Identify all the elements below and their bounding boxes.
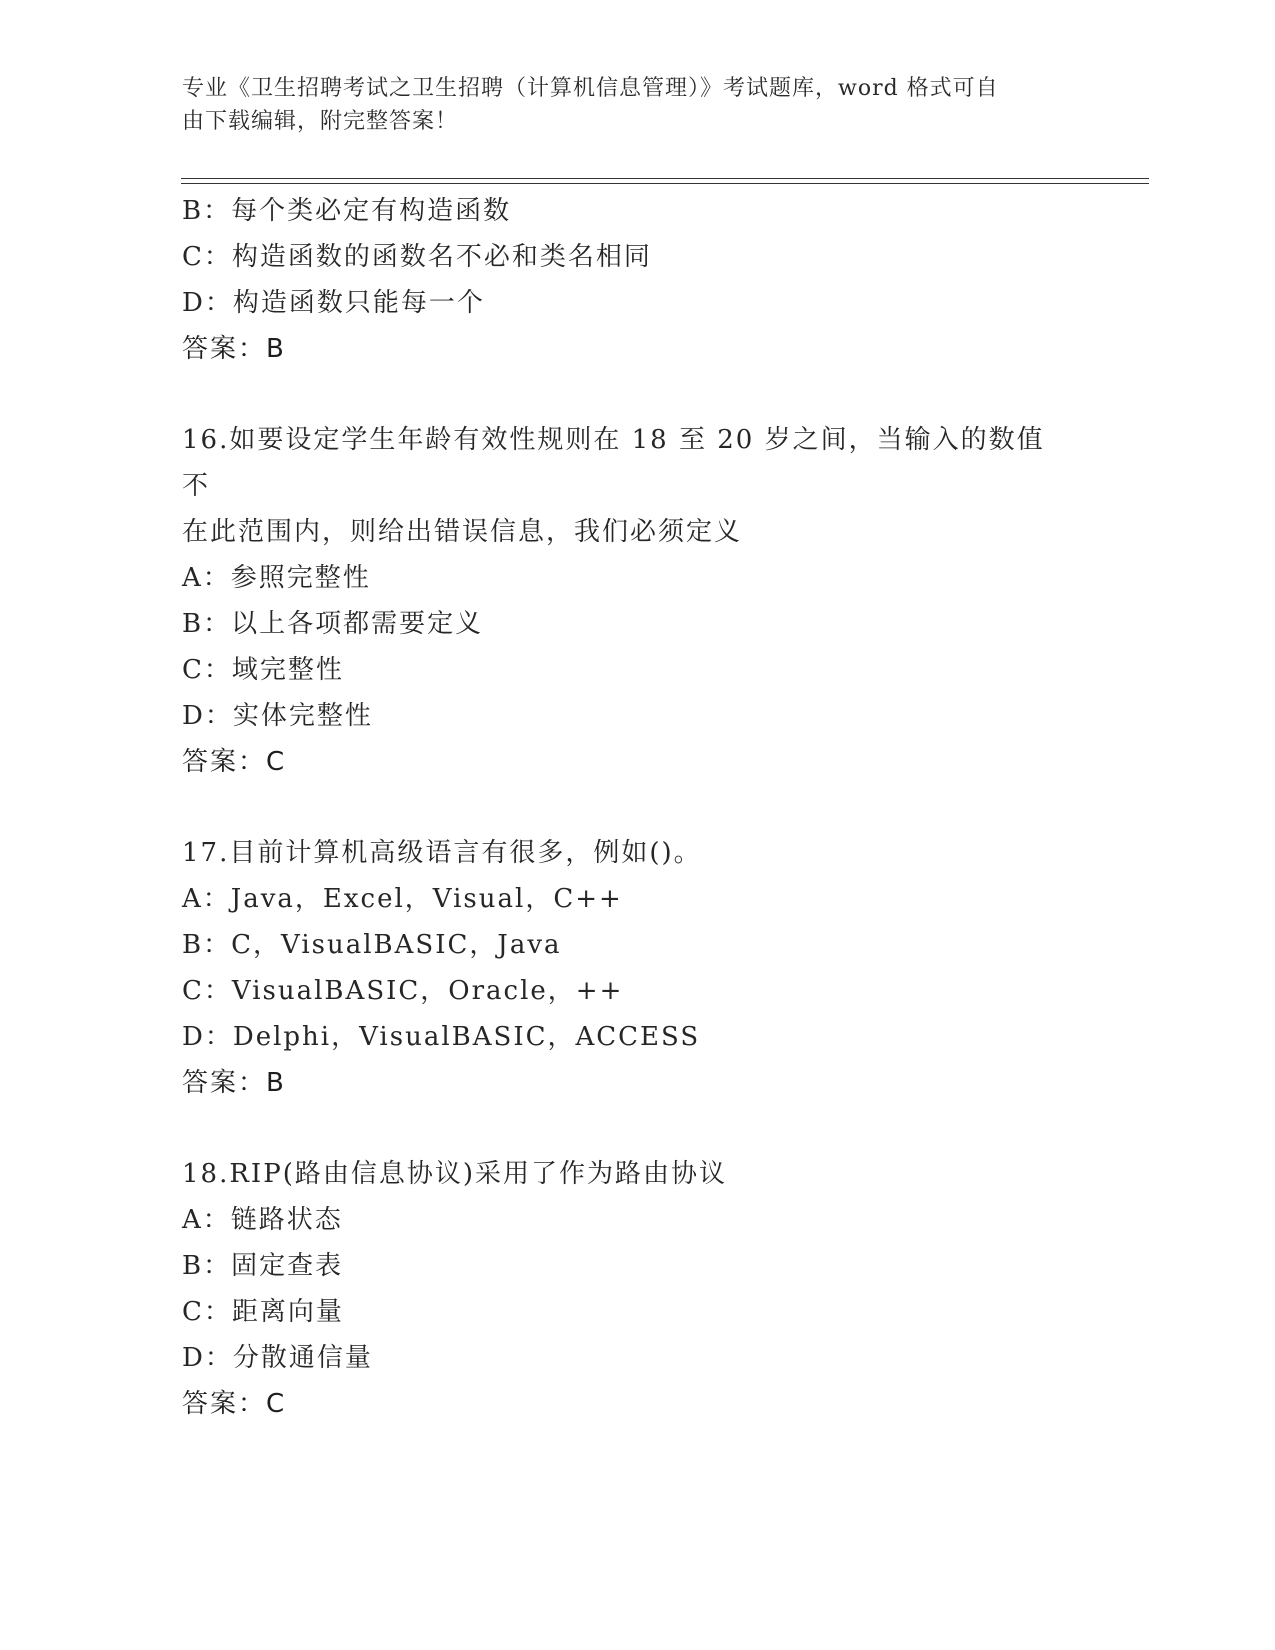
answer: 答案：B bbox=[182, 334, 286, 364]
option-b: B：固定查表 bbox=[182, 1251, 344, 1281]
option-d: D：分散通信量 bbox=[182, 1343, 373, 1373]
option-a: A：参照完整性 bbox=[182, 563, 371, 593]
answer: 答案：B bbox=[182, 1068, 286, 1098]
answer: 答案：C bbox=[182, 1389, 287, 1419]
question-text bbox=[182, 417, 1062, 555]
question-text-line-2: 在此范围内，则给出错误信息，我们必须定义 bbox=[182, 517, 743, 547]
option-b: B：每个类必定有构造函数 bbox=[182, 196, 512, 226]
option-d: D：实体完整性 bbox=[182, 701, 373, 731]
header-divider-top bbox=[181, 178, 1149, 179]
option-c: C：域完整性 bbox=[182, 655, 344, 685]
option-a: A：Java，Excel，Visual，C++ bbox=[182, 884, 623, 914]
document-header bbox=[182, 72, 1062, 138]
option-d: D：Delphi，VisualBASIC，ACCESS bbox=[182, 1022, 701, 1052]
question-content bbox=[182, 188, 1082, 1427]
question-text: 17.目前计算机高级语言有很多，例如()。 bbox=[182, 838, 702, 868]
option-a: A：链路状态 bbox=[182, 1205, 343, 1235]
question-text-line-1: 16.如要设定学生年龄有效性规则在 18 至 20 岁之间，当输入的数值不 bbox=[182, 425, 1045, 501]
option-b: B：以上各项都需要定义 bbox=[182, 609, 484, 639]
option-d: D：构造函数只能每一个 bbox=[182, 288, 485, 318]
option-c: C：VisualBASIC，Oracle，++ bbox=[182, 976, 624, 1006]
question-text: 18.RIP(路由信息协议)采用了作为路由协议 bbox=[182, 1159, 727, 1189]
option-b: B：C，VisualBASIC，Java bbox=[182, 930, 562, 960]
header-line-2: 由下载编辑，附完整答案！ bbox=[182, 109, 459, 134]
question-18 bbox=[182, 1151, 1082, 1427]
question-17 bbox=[182, 830, 1082, 1106]
option-c: C：距离向量 bbox=[182, 1297, 344, 1327]
question-16 bbox=[182, 417, 1082, 785]
header-line-1: 专业《卫生招聘考试之卫生招聘（计算机信息管理）》考试题库，word 格式可自 bbox=[182, 76, 999, 101]
option-c: C：构造函数的函数名不必和类名相同 bbox=[182, 242, 652, 272]
header-divider-bottom bbox=[181, 183, 1149, 184]
answer: 答案：C bbox=[182, 747, 287, 777]
carryover-question bbox=[182, 188, 1082, 372]
